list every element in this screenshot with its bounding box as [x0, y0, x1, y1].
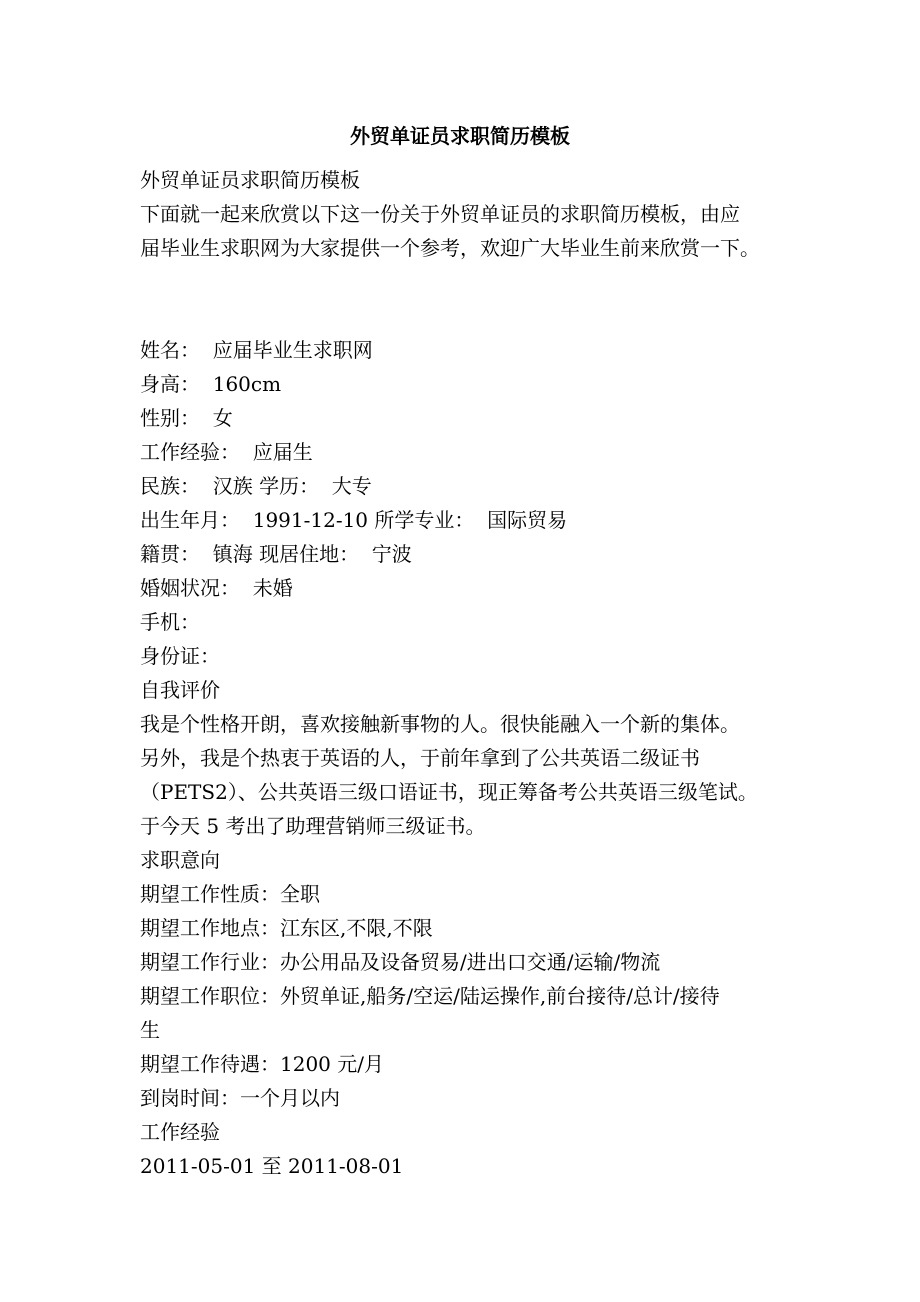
- field-hometown-residence: 籍贯： 镇海 现居住地： 宁波: [140, 542, 412, 566]
- self-evaluation-line: （PETS2）、公共英语三级口语证书，现正筹备考公共英语三级笔试。: [140, 780, 758, 804]
- field-job-industry: 期望工作行业：办公用品及设备贸易/进出口交通/运输/物流: [140, 950, 661, 974]
- intro-heading: 外贸单证员求职简历模板: [140, 168, 360, 192]
- section-heading-work-experience: 工作经验: [140, 1120, 220, 1144]
- field-id-card: 身份证：: [140, 644, 220, 668]
- self-evaluation-line: 我是个性格开朗，喜欢接触新事物的人。很快能融入一个新的集体。: [140, 712, 740, 736]
- field-height: 身高： 160cm: [140, 372, 282, 396]
- field-name: 姓名： 应届毕业生求职网: [140, 338, 373, 362]
- field-job-type: 期望工作性质：全职: [140, 882, 320, 906]
- resume-content: [140, 333, 800, 1183]
- field-ethnicity-education: 民族： 汉族 学历： 大专: [140, 474, 372, 498]
- intro-paragraph-line: 届毕业生求职网为大家提供一个参考，欢迎广大毕业生前来欣赏一下。: [140, 236, 760, 260]
- field-gender: 性别： 女: [140, 406, 233, 430]
- field-birthdate-major: 出生年月： 1991-12-10 所学专业： 国际贸易: [140, 508, 568, 532]
- self-evaluation-line: 于今天 5 考出了助理营销师三级证书。: [140, 814, 486, 838]
- section-heading-self-evaluation: 自我评价: [140, 678, 220, 702]
- intro-paragraph-line: 下面就一起来欣赏以下这一份关于外贸单证员的求职简历模板，由应: [140, 202, 740, 226]
- field-job-position: 期望工作职位：外贸单证,船务/空运/陆运操作,前台接待/总计/接待: [140, 984, 720, 1008]
- field-salary: 期望工作待遇：1200 元/月: [140, 1052, 384, 1076]
- field-work-experience: 工作经验： 应届生: [140, 440, 313, 464]
- field-job-location: 期望工作地点：江东区,不限,不限: [140, 916, 433, 940]
- field-mobile: 手机：: [140, 610, 200, 634]
- self-evaluation-line: 另外，我是个热衷于英语的人，于前年拿到了公共英语二级证书: [140, 746, 700, 770]
- document-title: 外贸单证员求职简历模板: [350, 124, 570, 148]
- section-heading-job-intention: 求职意向: [140, 848, 220, 872]
- field-job-position-continued: 生: [140, 1018, 160, 1042]
- field-marital-status: 婚姻状况： 未婚: [140, 576, 293, 600]
- field-start-time: 到岗时间：一个月以内: [140, 1086, 340, 1110]
- intro-section: [140, 163, 800, 265]
- work-period: 2011-05-01 至 2011-08-01: [140, 1154, 404, 1178]
